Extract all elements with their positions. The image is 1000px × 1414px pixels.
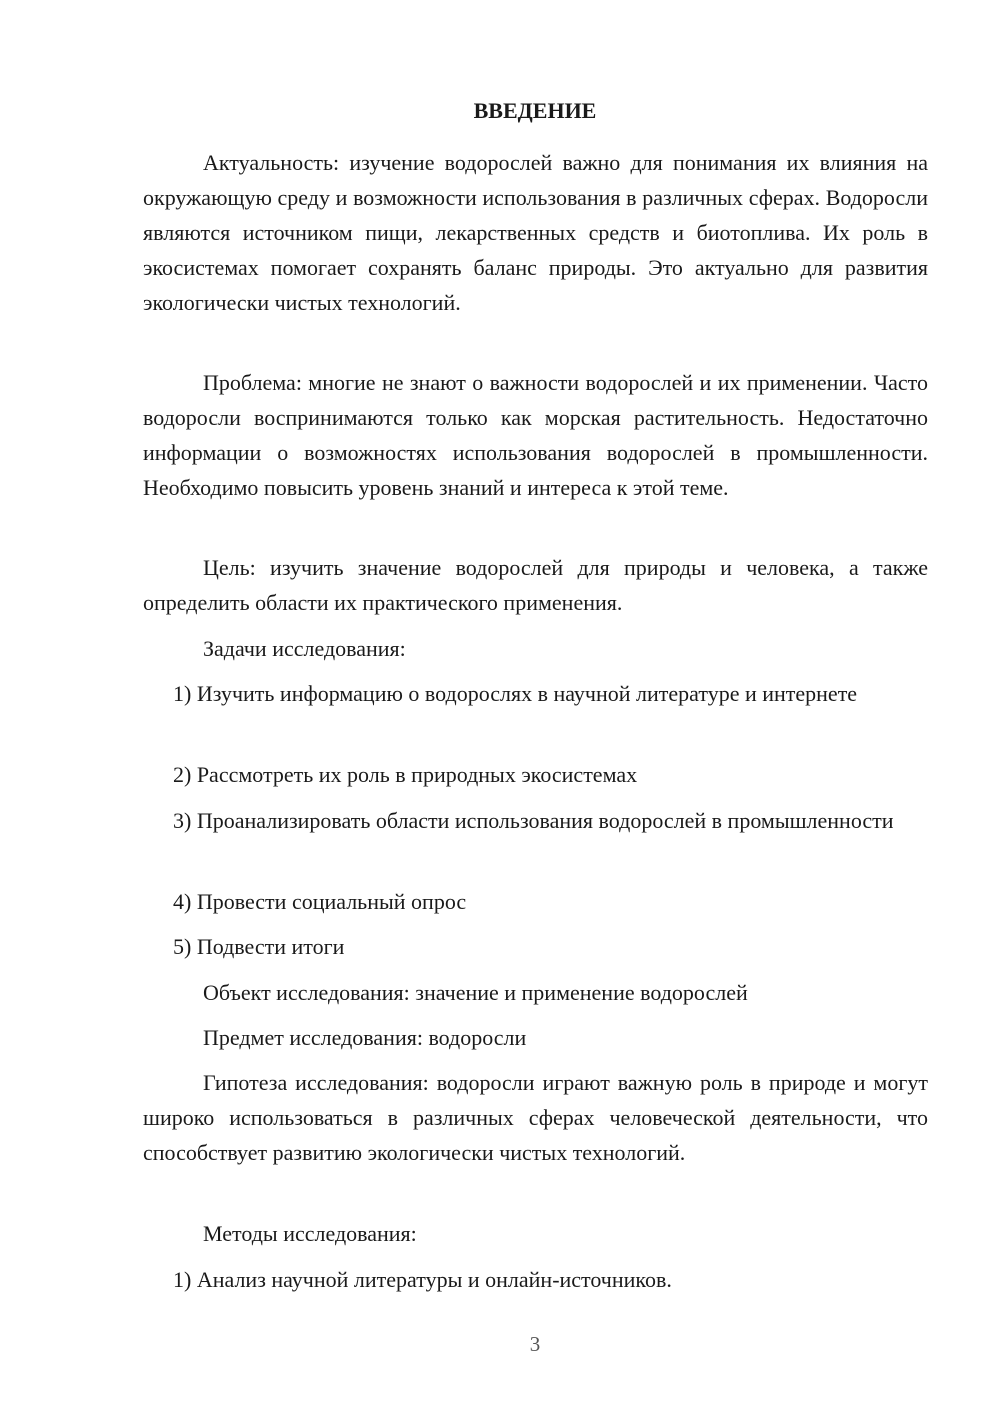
task-item-4: 4) Провести социальный опрос — [173, 889, 467, 914]
page-number: 3 — [529, 1332, 541, 1356]
task-item-5: 5) Подвести итоги — [173, 934, 345, 959]
task-item-3: 3) Проанализировать области использования водорослей в промышленности — [173, 808, 894, 833]
problem-paragraph: Проблема: многие не знают о важности водорослей и их применении. Часто водоросли воспринимаются только как морская растительность. Недостаточно информации о возможностях использования водорослей в промышленности. Необходимо повысить уровень знаний и интереса к этой теме. — [143, 370, 928, 500]
hypothesis-paragraph: Гипотеза исследования: водоросли играют важную роль в природе и могут широко использоваться в различных сферах человеческой деятельности, что способствует развитию экологически чистых технологий. — [143, 1070, 928, 1165]
object-paragraph: Объект исследования: значение и применение водорослей — [203, 980, 748, 1005]
task-item-2: 2) Рассмотреть их роль в природных экосистемах — [173, 762, 638, 787]
subject-paragraph: Предмет исследования: водоросли — [203, 1025, 527, 1050]
section-heading: ВВЕДЕНИЕ — [473, 98, 597, 123]
tasks-heading: Задачи исследования: — [203, 636, 406, 661]
relevance-paragraph: Актуальность: изучение водорослей важно для понимания их влияния на окружающую среду и возможности использования в различных сферах. Водоросли являются источником пищи, лекарственных средств и биотоплива. Их роль в экосистемах помогает сохранять баланс природы. Это актуально для развития экологически чистых технологий. — [143, 150, 928, 315]
goal-paragraph: Цель: изучить значение водорослей для природы и человека, а также определить области их практического применения. — [143, 555, 928, 615]
task-item-1: 1) Изучить информацию о водорослях в научной литературе и интернете — [173, 681, 858, 706]
methods-heading: Методы исследования: — [203, 1221, 417, 1246]
method-item-1: 1) Анализ научной литературы и онлайн-источников. — [173, 1267, 672, 1292]
